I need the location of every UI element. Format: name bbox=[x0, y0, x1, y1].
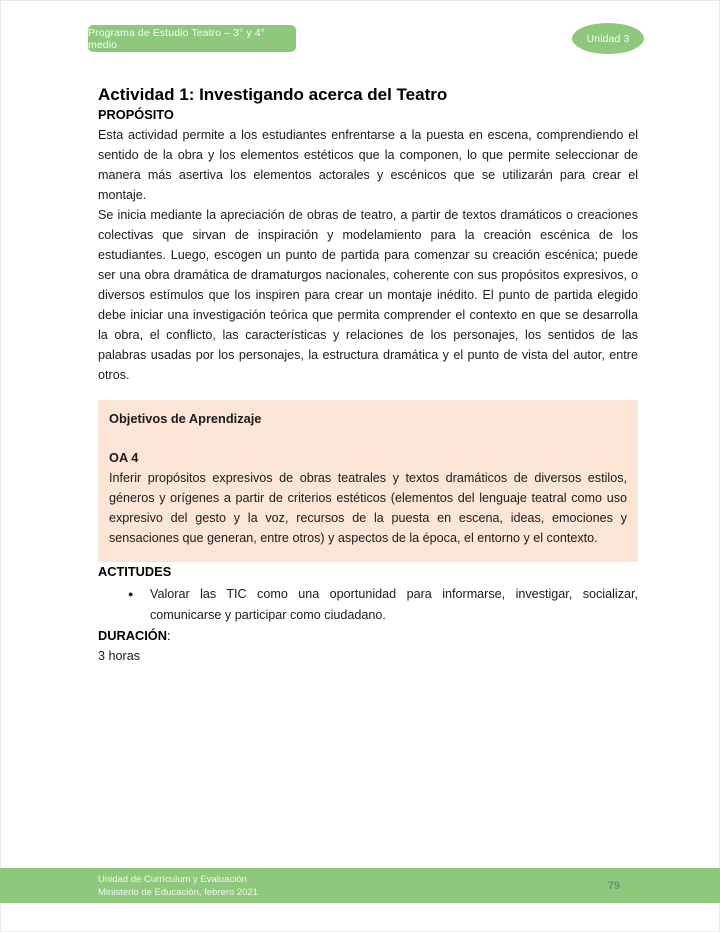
activity-title: Actividad 1: Investigando acerca del Teatro bbox=[98, 85, 448, 104]
bullet-icon: ● bbox=[128, 589, 134, 599]
unit-badge: Unidad 3 bbox=[572, 23, 644, 54]
program-badge: Programa de Estudio Teatro – 3° y 4° medio bbox=[88, 25, 296, 52]
proposito-paragraph-1: Esta actividad permite a los estudiantes enfrentarse a la puesta en escena, comprendiendo el sentido de la obra y los elementos estéticos que la componen, lo que permite seleccionar de manera más asertiva los elementos actorales y escénicos que se utilizarán para crear el montaje. bbox=[98, 128, 638, 202]
proposito-paragraph-2: Se inicia mediante la apreciación de obras de teatro, a partir de textos dramáticos o creaciones colectivas que sirvan de inspiración y modelamiento para la creación escénica de los estudiantes. Luego, escogen un punto de partida para comenzar su creación escénica; puede ser una obra dramática de dramaturgos nacionales, coherente con sus propósitos expresivos, o diversos estímulos que los inspiren para crear un montaje inédito. El punto de partida elegido debe iniciar una investigación teórica que permita comprender el contexto en que se desarrolla la obra, el conflicto, las características y relaciones de los personajes, los sentidos de las palabras usadas por los personajes, la estructura dramática y el punto de vista del autor, entre otros. bbox=[98, 208, 638, 382]
actitudes-heading: ACTITUDES bbox=[98, 564, 172, 579]
footer-org: Unidad de Currículum y Evaluación bbox=[98, 873, 247, 885]
objetivos-box bbox=[98, 400, 638, 562]
actitud-text: Valorar las TIC como una oportunidad para informarse, investigar, socializar, comunicarse y participar como ciudadano. bbox=[150, 587, 638, 622]
oa-text: Inferir propósitos expresivos de obras teatrales y textos dramáticos de diversos estilos, géneros y orígenes a partir de criterios estéticos (elementos del lenguaje teatral como uso expresivo del gesto y la voz, recursos de la puesta en escena, ideas, emociones y sensaciones que generan, entre otros) y aspectos de la época, el entorno y el contexto. bbox=[109, 471, 627, 545]
duracion-colon: : bbox=[166, 628, 171, 643]
page-footer bbox=[0, 868, 720, 903]
page-number: 79 bbox=[607, 879, 620, 892]
duracion-heading bbox=[98, 626, 638, 646]
proposito-heading: PROPÓSITO bbox=[98, 107, 174, 122]
footer-credits bbox=[98, 873, 258, 899]
objetivos-heading: Objetivos de Aprendizaje bbox=[109, 411, 262, 426]
list-item bbox=[98, 584, 638, 626]
oa-label: OA 4 bbox=[109, 450, 139, 465]
footer-ministry: Ministerio de Educación, febrero 2021 bbox=[98, 886, 259, 898]
duracion-heading-label: DURACIÓN bbox=[98, 628, 167, 643]
duracion-value: 3 horas bbox=[98, 649, 141, 663]
content-column bbox=[98, 0, 638, 666]
